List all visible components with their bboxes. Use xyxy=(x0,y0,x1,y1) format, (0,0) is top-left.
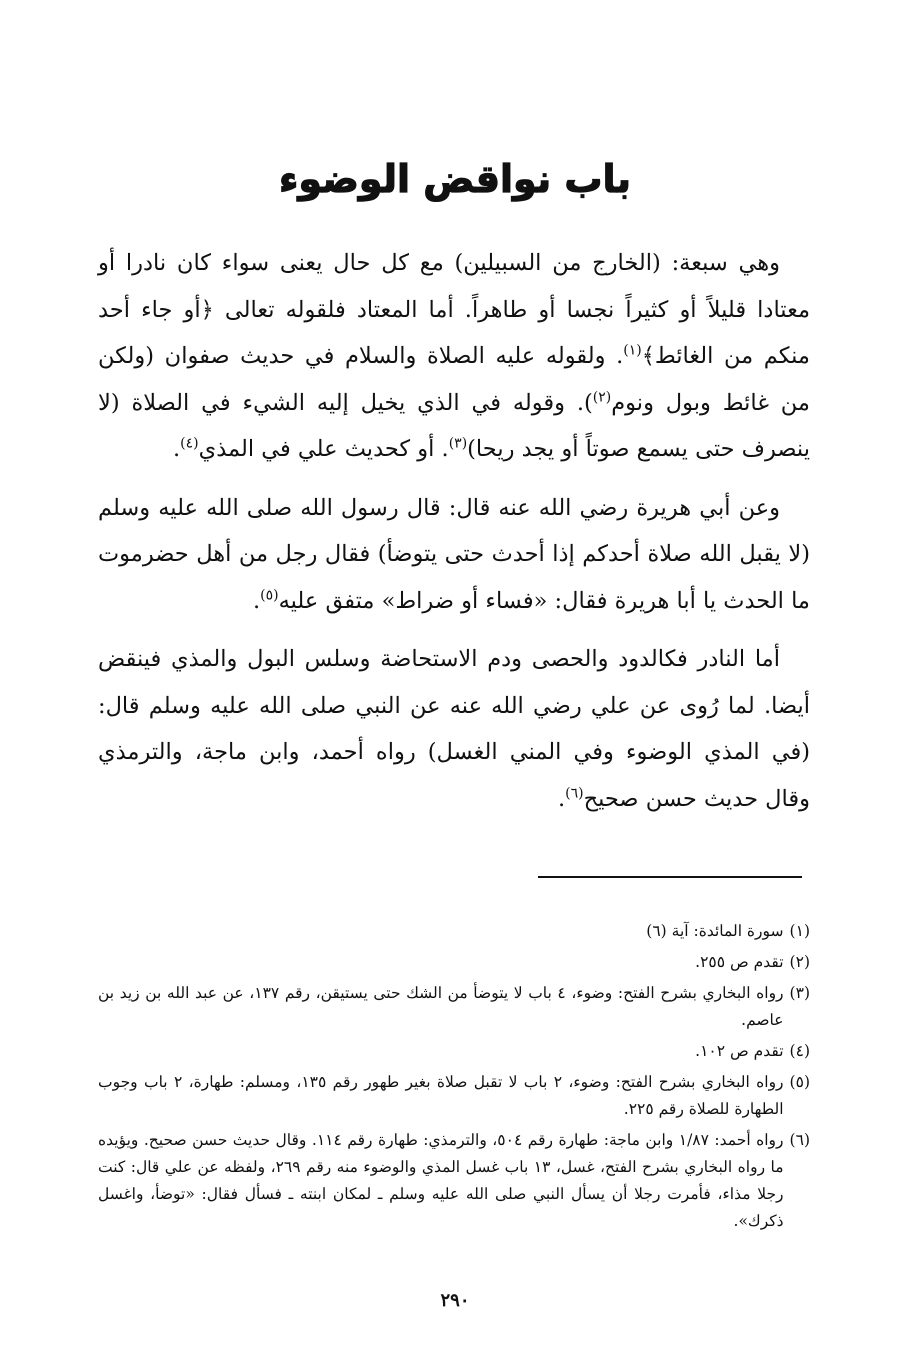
paragraph xyxy=(98,485,810,625)
paragraph xyxy=(98,636,810,822)
footnote-number: (٣) xyxy=(789,984,810,1002)
footnote-text: تقدم ص ١٠٢. xyxy=(695,1042,784,1060)
footnote-reference: (٢) xyxy=(592,389,612,405)
footnote-reference: (١) xyxy=(623,342,642,359)
footnote-reference: (٤) xyxy=(180,435,199,452)
footnote xyxy=(98,980,810,1034)
footnote-number: (٥) xyxy=(789,1073,810,1091)
paragraph xyxy=(98,240,810,473)
footnote-number: (٢) xyxy=(789,953,810,971)
footnote-number: (٤) xyxy=(789,1042,810,1060)
footnote-number: (١) xyxy=(789,922,810,940)
body-text xyxy=(98,240,810,834)
page-number: ٢٩٠ xyxy=(440,1290,470,1311)
footnote xyxy=(98,1127,810,1235)
footnote xyxy=(98,1069,810,1123)
paragraph-text: . ولقوله عليه الصلاة والسلام في حديث صفوان (ولكن من غائط وبول ونوم xyxy=(98,343,810,416)
paragraph-text: أما النادر فكالدود والحصى ودم الاستحاضة وسلس البول والمذي فينقض أيضا. لما رُوى عن علي رضي الله عنه عن النبي صلى الله عليه وسلم قال: (في المذي الوضوء وفي المني الغسل) رواه أحمد، وابن ماجة، والترمذي وقال حديث حسن صحيح xyxy=(98,646,810,812)
footnote-text: تقدم ص ٢٥٥. xyxy=(695,953,784,971)
paragraph-text: . أو كحديث علي في المذي xyxy=(198,436,449,462)
chapter-title: باب نواقض الوضوء xyxy=(278,157,632,202)
paragraph-text: وهي سبعة: (الخارج من السبيلين) مع كل حال يعنى سواء كان نادرا أو معتادا قليلاً أو كثيراً نجسا أو طاهراً. أما المعتاد فلقوله تعالى ﴿أو جاء أحد منكم من الغائط﴾ xyxy=(98,250,810,369)
paragraph-text: . xyxy=(252,587,261,614)
footnote-separator xyxy=(538,876,802,878)
paragraph-text: وعن أبي هريرة رضي الله عنه قال: قال رسول الله صلى الله عليه وسلم (لا يقبل الله صلاة أحدكم إذا أحدث حتى يتوضأ) فقال رجل من أهل حضرموت ما الحدث يا أبا هريرة فقال: «فساء أو ضراط» متفق عليه xyxy=(98,494,810,614)
footnote-text: سورة المائدة: آية (٦) xyxy=(646,922,784,940)
footnote-text: رواه أحمد: ١/٨٧ وابن ماجة: طهارة رقم ٥٠٤، والترمذي: طهارة رقم ١١٤. وقال حديث حسن صحيح. ويؤيده ما رواه البخاري بشرح الفتح، غسل، ١٣ باب غسل المذي والوضوء منه رقم ٢٦٩، ولفظه عن علي قال: كنت رجلا مذاء، فأمرت رجلا أن يسأل النبي صلى الله عليه وسلم ـ لمكان ابنته ـ فسأل فقال: «توضأ، واغسل ذكرك». xyxy=(98,1131,784,1230)
footnote-reference: (٣) xyxy=(448,435,468,452)
footnote-reference: (٥) xyxy=(260,587,279,603)
footnote xyxy=(98,949,810,976)
footnotes xyxy=(98,918,810,1239)
footnote-text: رواه البخاري بشرح الفتح: وضوء، ٤ باب لا يتوضأ من الشك حتى يستيقن، رقم ١٣٧، عن عبد الله بن زيد بن عاصم. xyxy=(98,984,784,1029)
footnote-reference: (٦) xyxy=(565,785,584,801)
footnote xyxy=(98,1038,810,1065)
paragraph-text: . xyxy=(557,785,566,812)
footnote-number: (٦) xyxy=(789,1131,810,1149)
footnote-text: رواه البخاري بشرح الفتح: وضوء، ٢ باب لا تقبل صلاة بغير طهور رقم ١٣٥، ومسلم: طهارة، ٢ باب وجوب الطهارة للصلاة رقم ٢٢٥. xyxy=(98,1073,784,1118)
paragraph-text: ). وقوله في الذي يخيل إليه الشيء في الصلاة (لا ينصرف حتى يسمع صوتاً أو يجد ريحا) xyxy=(98,389,810,462)
paragraph-text: . xyxy=(172,436,181,462)
footnote xyxy=(98,918,810,945)
